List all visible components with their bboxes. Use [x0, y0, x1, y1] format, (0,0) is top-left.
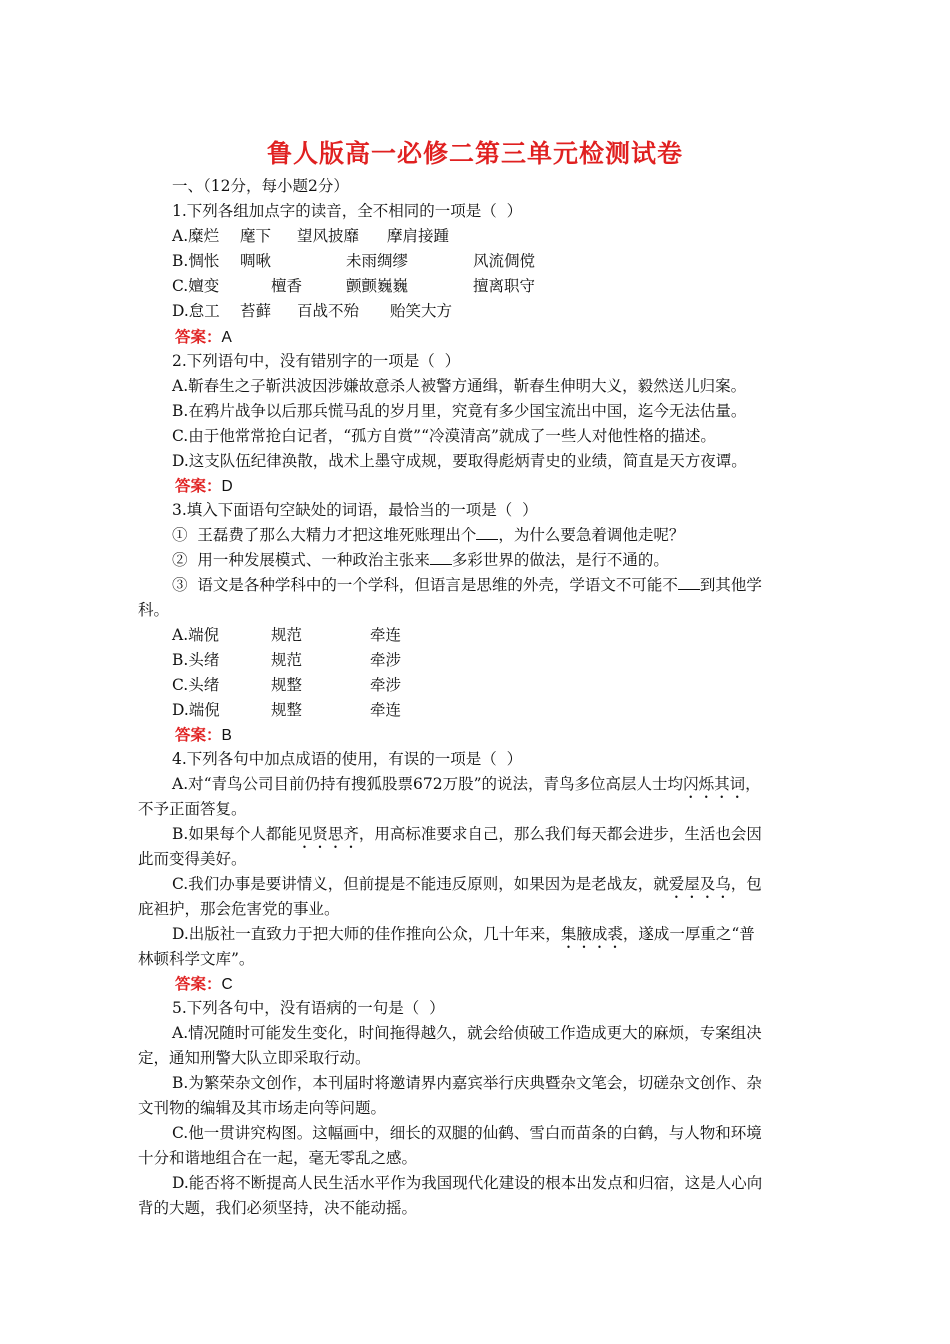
q4-option-c-cont: 庇袒护，那会危害党的事业。 — [138, 900, 340, 918]
answer-value: B — [221, 727, 232, 744]
q3-s1-text: ① 王磊费了那么大精力才把这堆死账理出个 — [172, 526, 477, 544]
q1-a-1: A.糜烂 — [172, 227, 220, 245]
q4-option-c — [172, 874, 762, 902]
answer-label: 答案： — [175, 477, 222, 495]
q4-answer — [175, 974, 233, 995]
q1-a-2: 麾下 — [240, 227, 272, 245]
q4-option-b — [172, 824, 762, 852]
q4-c-idiom: 爱屋及乌 — [668, 875, 731, 893]
q3-a-1: A.端倪 — [172, 626, 220, 644]
q2-option-d: D.这支队伍纪律涣散，战术上墨守成规，要取得彪炳青史的业绩，简直是天方夜谭。 — [172, 452, 747, 470]
q3-b-3: 牵涉 — [370, 651, 402, 669]
q3-a-3: 牵连 — [370, 626, 402, 644]
q3-b-1: B.头绪 — [172, 651, 220, 669]
answer-label: 答案： — [175, 328, 222, 346]
q5-option-c: C.他一贯讲究构图。这幅画中，细长的双腿的仙鹤、雪白而苗条的白鹤，与人物和环境 — [172, 1124, 762, 1142]
q1-answer — [175, 327, 232, 348]
section-heading: 一、（12分，每小题2分） — [172, 177, 349, 195]
q1-c-1: C.嬗变 — [172, 277, 220, 295]
q1-a-3: 望风披靡 — [297, 227, 360, 245]
q2-option-c: C.由于他常常抢白记者，“孤方自赏”“冷漠清高”就成了一些人对他性格的描述。 — [172, 427, 716, 445]
q5-option-b-cont: 文刊物的编辑及其市场走向等问题。 — [138, 1099, 387, 1117]
q4-b-text: B.如果每个人都能 — [172, 825, 297, 843]
q4-d-text: D.出版社一直致力于把大师的佳作推向公众，几十年来， — [172, 925, 561, 943]
blank-line — [476, 525, 498, 540]
q4-option-a-cont: 不予正面答复。 — [138, 800, 247, 818]
q2-stem: 2.下列语句中，没有错别字的一项是（ ） — [172, 352, 461, 370]
q5-option-c-cont: 十分和谐地组合在一起，毫无零乱之感。 — [138, 1149, 418, 1167]
q5-stem: 5.下列各句中，没有语病的一句是（ ） — [172, 999, 445, 1017]
q1-b-3: 未雨绸缪 — [346, 252, 409, 270]
q4-a-idiom: 闪烁其词 — [683, 775, 746, 793]
q1-d-3: 百战不殆 — [297, 302, 360, 320]
q4-b-idiom: 见贤思齐 — [296, 825, 359, 843]
q1-b-4: 风流倜傥 — [473, 252, 536, 270]
q1-d-2: 苔藓 — [240, 302, 272, 320]
q4-stem: 4.下列各句中加点成语的使用，有误的一项是（ ） — [172, 750, 523, 768]
q4-option-d — [172, 924, 755, 952]
q2-answer — [175, 476, 233, 497]
q4-c-text-end: ，包 — [730, 875, 762, 893]
q3-s3-text: ③ 语文是各种学科中的一个学科，但语言是思维的外壳，学语文不可能不 — [172, 576, 678, 594]
q2-option-a: A.靳春生之子靳洪波因涉嫌故意杀人被警方通缉，靳春生伸明大义，毅然送儿归案。 — [172, 377, 747, 395]
q3-b-2: 规范 — [271, 651, 303, 669]
q3-sentence-1 — [172, 525, 684, 545]
q4-b-text-end: ，用高标准要求自己，那么我们每天都会进步，生活也会因 — [358, 825, 762, 843]
q3-s2-text: ② 用一种发展模式、一种政治主张来 — [172, 551, 430, 569]
q4-a-text: A.对“青鸟公司目前仍持有搜狐股票672万股”的说法，青鸟多位高层人士均 — [172, 775, 684, 793]
q3-s3-text-end: 到其他学 — [699, 576, 762, 594]
q4-option-b-cont: 此而变得美好。 — [138, 850, 247, 868]
q3-sentence-3-cont: 科。 — [138, 601, 170, 619]
q4-c-text: C.我们办事是要讲情义，但前提是不能违反原则，如果因为是老战友，就 — [172, 875, 669, 893]
q3-d-3: 牵连 — [370, 701, 402, 719]
q3-stem: 3.填入下面语句空缺处的词语，最恰当的一项是（ ） — [172, 501, 538, 519]
q3-s1-text-end: ，为什么要急着调他走呢？ — [498, 526, 685, 544]
q4-option-d-cont: 林顿科学文库”。 — [138, 950, 255, 968]
answer-label: 答案： — [175, 726, 222, 744]
q1-d-1: D.怠工 — [172, 302, 220, 320]
q3-c-2: 规整 — [271, 676, 303, 694]
q4-a-text-end: ， — [745, 775, 761, 793]
q1-d-4: 贻笑大方 — [390, 302, 453, 320]
answer-label: 答案： — [175, 975, 222, 993]
q3-sentence-3 — [172, 575, 762, 595]
q5-option-d-cont: 背的大题，我们必须坚持，决不能动摇。 — [138, 1199, 418, 1217]
q3-d-1: D.端倪 — [172, 701, 220, 719]
q4-d-idiom: 集腋成裘 — [560, 925, 623, 943]
q2-option-b: B.在鸦片战争以后那兵慌马乱的岁月里，究竟有多少国宝流出中国，迄今无法估量。 — [172, 402, 747, 420]
q1-c-2: 檀香 — [271, 277, 303, 295]
q3-a-2: 规范 — [271, 626, 303, 644]
q1-stem: 1.下列各组加点字的读音，全不相同的一项是（ ） — [172, 202, 523, 220]
answer-value: D — [221, 478, 233, 495]
q3-answer — [175, 725, 232, 746]
q3-d-2: 规整 — [271, 701, 303, 719]
q3-s2-text-end: 多彩世界的做法，是行不通的。 — [451, 551, 669, 569]
blank-line — [430, 550, 452, 565]
q3-c-3: 牵涉 — [370, 676, 402, 694]
blank-line — [678, 575, 700, 590]
q5-option-a: A.情况随时可能发生变化，时间拖得越久，就会给侦破工作造成更大的麻烦，专案组决 — [172, 1024, 762, 1042]
q5-option-a-cont: 定，通知刑警大队立即采取行动。 — [138, 1049, 371, 1067]
q3-sentence-2 — [172, 550, 669, 570]
q1-c-3: 颤颤巍巍 — [346, 277, 409, 295]
q1-a-4: 摩肩接踵 — [387, 227, 450, 245]
q1-b-1: B.惆怅 — [172, 252, 220, 270]
q5-option-b: B.为繁荣杂文创作，本刊届时将邀请界内嘉宾举行庆典暨杂文笔会，切磋杂文创作、杂 — [172, 1074, 762, 1092]
answer-value: A — [221, 329, 232, 346]
q1-c-4: 擅离职守 — [473, 277, 536, 295]
answer-value: C — [221, 976, 233, 993]
document-title: 鲁人版高一必修二第三单元检测试卷 — [266, 139, 683, 168]
q1-b-2: 啁啾 — [240, 252, 272, 270]
q4-option-a — [172, 774, 761, 802]
q5-option-d: D.能否将不断提高人民生活水平作为我国现代化建设的根本出发点和归宿，这是人心向 — [172, 1174, 763, 1192]
q4-d-text-end: ，遂成一厚重之“普 — [622, 925, 755, 943]
q3-c-1: C.头绪 — [172, 676, 220, 694]
